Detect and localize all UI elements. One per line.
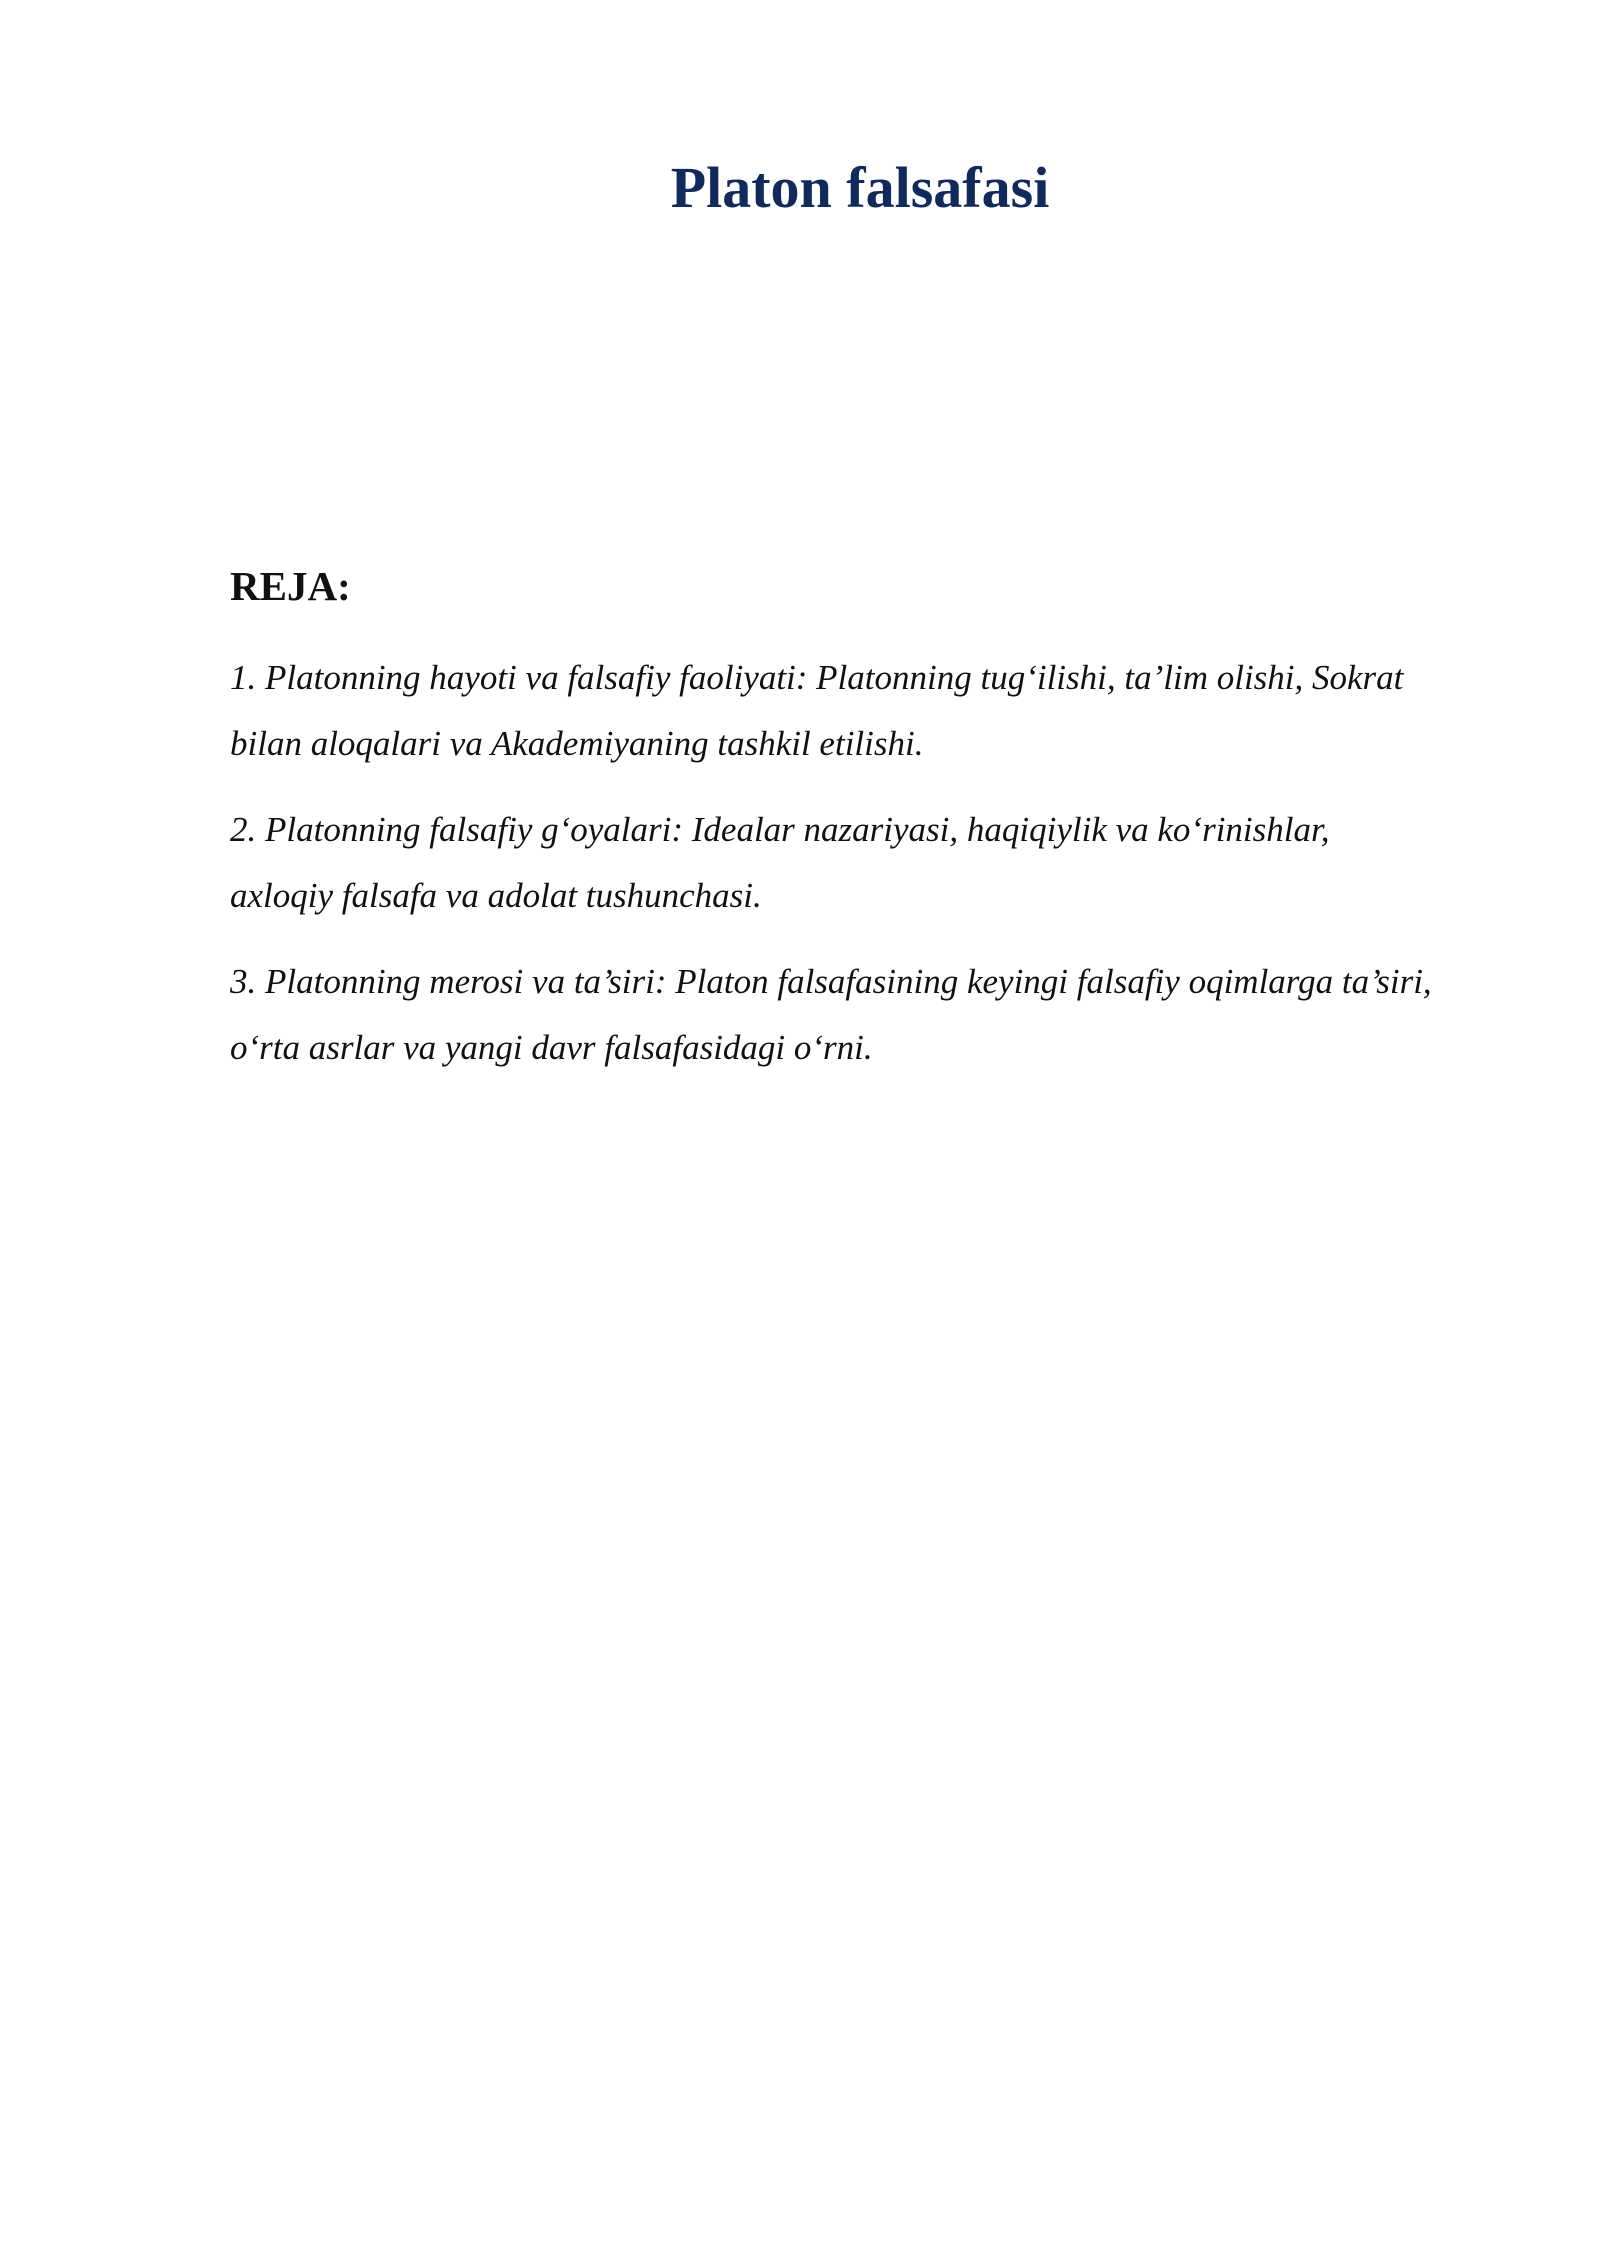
document-title: Platon falsafasi bbox=[670, 155, 1050, 220]
plan-list bbox=[230, 645, 1440, 1101]
plan-item-1: 1. Platonning hayoti va falsafiy faoliyati: Platonning tug‘ilishi, ta’lim olishi, Sokrat bilan aloqalari va Akademiyaning tashkil etilishi. bbox=[230, 658, 1404, 763]
plan-item-2: 2. Platonning falsafiy g‘oyalari: Idealar nazariyasi, haqiqiylik va ko‘rinishlar, axloqiy falsafa va adolat tushunchasi. bbox=[230, 810, 1330, 915]
plan-heading: REJA: bbox=[230, 563, 351, 609]
plan-item-3: 3. Platonning merosi va ta’siri: Platon falsafasining keyingi falsafiy oqimlarga ta’siri, o‘rta asrlar va yangi davr falsafasidagi o‘rni. bbox=[230, 962, 1432, 1067]
